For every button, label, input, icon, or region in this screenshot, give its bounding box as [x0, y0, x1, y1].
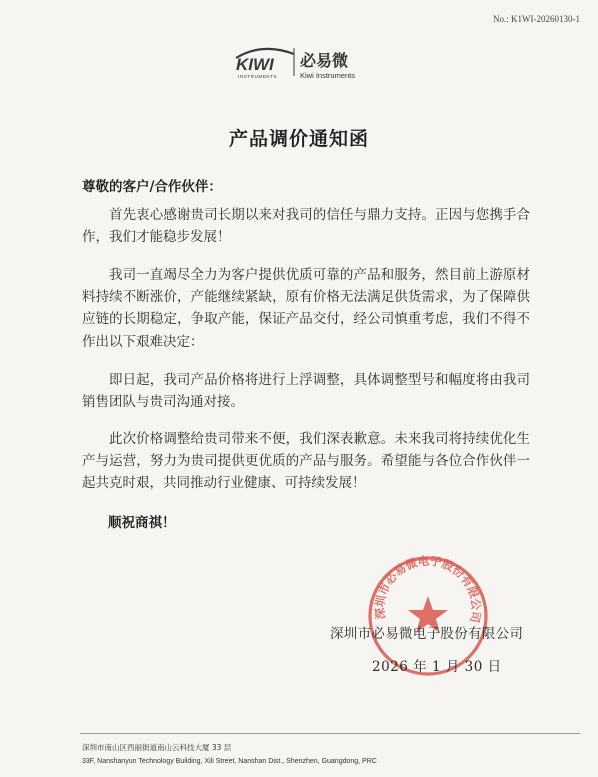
- closing-line: 顺祝商祺！: [108, 515, 176, 531]
- greeting: 尊敬的客户/合作伙伴：: [82, 179, 222, 195]
- signature-company: 深圳市必易微电子股份有限公司: [330, 626, 524, 642]
- signature-date: 2026 年 1 月 30 日: [372, 659, 502, 675]
- company-logo: [232, 40, 382, 82]
- logo-cn-name: 必易微: [300, 51, 349, 70]
- footer-address-cn: 深圳市南山区西丽街道南山云科技大厦 33 层: [82, 743, 232, 752]
- seal-text: 深圳市必易微电子股份有限公司: [372, 553, 484, 624]
- footer-address-en: 33F, Nanshanyun Technology Building, Xili Street, Nanshan Dist., Shenzhen, Guangdong, PRC: [82, 758, 377, 765]
- paragraph-2: 我司一直竭尽全力为客户提供优质可靠的产品和服务，然目前上游原材料持续不断涨价，产能继续紧缺，原有价格无法满足供货需求，为了保障供应链的长期稳定，争取产能，保证产品交付，经公司慎重考虑，我们不得不作出以下艰难决定：: [82, 267, 530, 350]
- paragraph-4: 此次价格调整给贵司带来不便，我们深表歉意。未来我司将持续优化生产与运营，努力为贵司提供更优质的产品与服务。希望能与各位合作伙伴一起共克时艰，共同推动行业健康、可持续发展！: [82, 431, 530, 492]
- footer-divider: [80, 733, 580, 734]
- logo-sub-wordmark: INSTRUMENTS: [238, 74, 278, 79]
- letter-title: 产品调价通知函: [228, 128, 369, 150]
- logo-wordmark: KIWI: [236, 55, 274, 74]
- document-number: No.: K1WI-20260130-1: [493, 14, 580, 24]
- paragraph-1: 首先衷心感谢贵司长期以来对我司的信任与鼎力支持。正因与您携手合作，我们才能稳步发展！: [82, 207, 530, 246]
- logo-en-name: Kiwi Instruments: [300, 71, 356, 80]
- paragraph-3: 即日起，我司产品价格将进行上浮调整，具体调整型号和幅度将由我司销售团队与贵司沟通对接。: [82, 372, 530, 411]
